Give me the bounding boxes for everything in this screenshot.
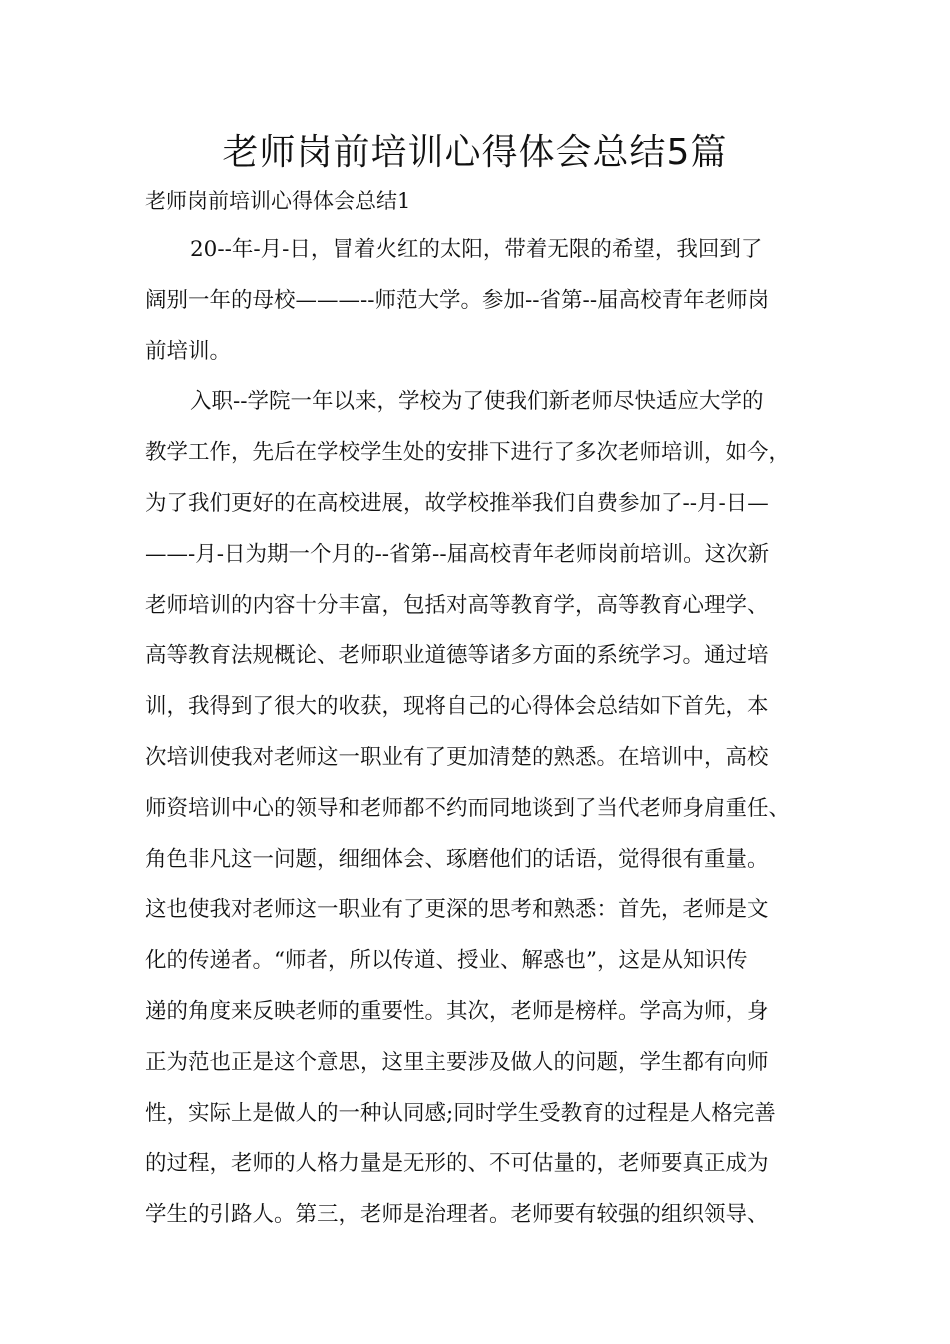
text-line: 这也使我对老师这一职业有了更深的思考和熟悉：首先，老师是文 [145,897,769,923]
text-line: 师资培训中心的领导和老师都不约而同地谈到了当代老师身肩重任、 [145,795,791,821]
text-line: 为了我们更好的在高校进展，故学校推举我们自费参加了--月-日— [145,490,769,516]
text-line: 性，实际上是做人的一种认同感;同时学生受教育的过程是人格完善 [145,1100,776,1126]
body-text [145,232,845,1248]
text-line: 次培训使我对老师这一职业有了更加清楚的熟悉。在培训中，高校 [145,744,769,770]
text-line: 角色非凡这一问题，细细体会、琢磨他们的话语，觉得很有重量。 [145,846,769,872]
text-line: 老师培训的内容十分丰富，包括对高等教育学，高等教育心理学、 [145,592,769,618]
text-line: 学生的引路人。第三，老师是治理者。老师要有较强的组织领导、 [145,1202,769,1228]
text-line: ——-月-日为期一个月的--省第--届高校青年老师岗前培训。这次新 [145,541,770,567]
text-line: 教学工作，先后在学校学生处的安排下进行了多次老师培训，如今， [145,440,791,466]
text-line: 化的传递者。“师者，所以传道、授业、解惑也”，这是从知识传 [145,948,748,974]
text-line: 20--年-月-日，冒着火红的太阳，带着无限的希望，我回到了 [190,237,763,262]
section-heading: 老师岗前培训心得体会总结1 [145,189,411,213]
text-line: 正为范也正是这个意思，这里主要涉及做人的问题，学生都有向师 [145,1049,769,1075]
text-line: 前培训。 [145,338,232,364]
document-title: 老师岗前培训心得体会总结5篇 [222,132,728,173]
text-line: 的过程，老师的人格力量是无形的、不可估量的，老师要真正成为 [145,1151,769,1177]
text-line: 训，我得到了很大的收获，现将自己的心得体会总结如下首先，本 [145,694,769,720]
text-line: 阔别一年的母校———--师范大学。参加--省第--届高校青年老师岗 [145,287,770,313]
text-line: 高等教育法规概论、老师职业道德等诸多方面的系统学习。通过培 [145,643,769,669]
text-line: 递的角度来反映老师的重要性。其次，老师是榜样。学高为师，身 [145,998,769,1024]
text-line: 入职--学院一年以来，学校为了使我们新老师尽快适应大学的 [190,389,764,415]
